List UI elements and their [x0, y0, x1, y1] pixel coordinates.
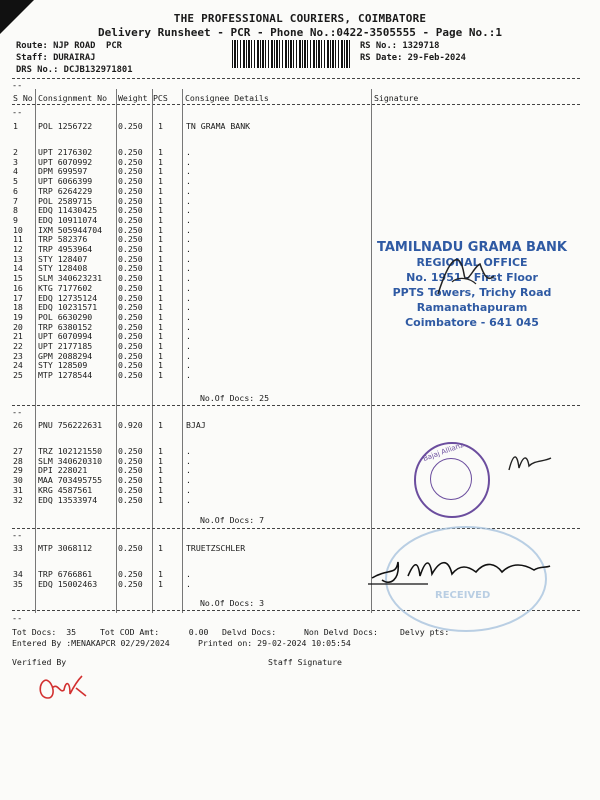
col-pcs: PCS: [153, 93, 168, 103]
printed-on: Printed on: 29-02-2024 10:05:54: [198, 638, 351, 648]
row-consignment-no: UPT 6066399: [38, 176, 93, 187]
received-oval-stamp: RECEIVED: [385, 526, 547, 632]
group-doc-count: No.Of Docs: 3: [200, 598, 265, 608]
same-consignee-mark: .: [186, 446, 191, 456]
row-pcs: 1: [158, 341, 163, 351]
row-sno: 26: [13, 420, 23, 430]
same-consignee-mark: .: [186, 302, 191, 313]
row-sno: 29: [13, 465, 23, 476]
row-sno: 21: [13, 331, 23, 342]
row-pcs: 1: [158, 446, 163, 456]
row-consignment-no: KRG 4587561: [38, 484, 93, 495]
row-weight: 0.250: [118, 244, 143, 254]
row-weight: 0.250: [118, 455, 143, 466]
row-pcs: 1: [158, 484, 163, 495]
row-weight: 0.250: [118, 185, 143, 196]
row-pcs: 1: [158, 311, 163, 322]
bank-receiver-signature: [430, 246, 500, 306]
row-sno: 25: [13, 370, 23, 381]
row-pcs: 1: [158, 253, 163, 264]
route-label: Route: NJP ROAD PCR: [16, 41, 122, 51]
row-weight: 0.250: [118, 282, 143, 293]
row-sno: 31: [13, 484, 23, 495]
row-pcs: 1: [158, 147, 163, 157]
verified-by-label: Verified By: [12, 657, 67, 667]
same-consignee-mark: .: [186, 176, 191, 187]
runsheet-subtitle: Delivery Runsheet - PCR - Phone No.:0422-3505555 - Page No.:1: [98, 26, 502, 39]
row-consignment-no: EDQ 11430425: [38, 205, 98, 216]
row-weight: 0.250: [118, 234, 143, 245]
row-consignment-no: DPM 699597: [38, 166, 88, 177]
same-consignee-mark: .: [186, 282, 191, 293]
row-weight: 0.250: [118, 465, 143, 476]
row-consignment-no: EDQ 10911074: [38, 214, 98, 225]
col-consignee-details: Consignee Details: [185, 93, 269, 103]
same-consignee-mark: .: [186, 185, 191, 196]
same-consignee-mark: .: [186, 166, 191, 177]
same-consignee-mark: .: [186, 156, 191, 167]
same-consignee-mark: .: [186, 214, 191, 225]
row-weight: 0.250: [118, 475, 143, 486]
row-consignment-no: STY 128407: [38, 253, 88, 264]
row-pcs: 1: [158, 420, 163, 430]
consignee-name: TRUETZSCHLER: [186, 543, 246, 553]
row-pcs: 1: [158, 244, 163, 254]
row-weight: 0.250: [118, 350, 143, 361]
row-consignment-no: TRP 4953964: [38, 244, 93, 254]
row-weight: 0.250: [118, 543, 143, 553]
row-pcs: 1: [158, 292, 163, 303]
row-weight: 0.250: [118, 302, 143, 313]
col-weight: Weight: [118, 93, 148, 103]
row-sno: 20: [13, 321, 23, 332]
row-pcs: 1: [158, 121, 163, 131]
rs-date: RS Date: 29-Feb-2024: [360, 53, 466, 63]
row-weight: 0.250: [118, 121, 143, 131]
same-consignee-mark: .: [186, 484, 191, 495]
row-sno: 30: [13, 475, 23, 486]
header-divider: [12, 78, 580, 79]
staff-signature-label: Staff Signature: [268, 657, 342, 667]
row-weight: 0.250: [118, 214, 143, 225]
bank-office-stamp: TAMILNADU GRAMA BANK REGIONAL OFFICE No. 1951 - First Floor PPTS Towers, Trichy Road Ramanathapuram Coimbatore - 641 045: [377, 240, 567, 329]
row-weight: 0.250: [118, 569, 143, 579]
row-sno: 15: [13, 273, 23, 284]
delivered-docs: Delvd Docs:: [222, 627, 277, 637]
row-pcs: 1: [158, 350, 163, 361]
row-pcs: 1: [158, 156, 163, 167]
row-sno: 9: [13, 214, 18, 225]
row-weight: 0.250: [118, 494, 143, 505]
row-sno: 19: [13, 311, 23, 322]
row-consignment-no: UPT 6070994: [38, 331, 93, 342]
consignee-name: BJAJ: [186, 420, 206, 430]
row-sno: 2: [13, 147, 18, 157]
same-consignee-mark: .: [186, 321, 191, 332]
row-sno: 35: [13, 578, 23, 589]
same-consignee-mark: .: [186, 331, 191, 342]
row-sno: 22: [13, 341, 23, 351]
row-pcs: 1: [158, 455, 163, 466]
group-doc-count: No.Of Docs: 25: [200, 393, 270, 403]
row-weight: 0.250: [118, 331, 143, 342]
row-sno: 17: [13, 292, 23, 303]
row-consignment-no: MTP 1278544: [38, 370, 93, 381]
row-sno: 16: [13, 282, 23, 293]
same-consignee-mark: .: [186, 273, 191, 284]
row-pcs: 1: [158, 282, 163, 293]
same-consignee-mark: .: [186, 455, 191, 466]
row-pcs: 1: [158, 224, 163, 235]
same-consignee-mark: .: [186, 224, 191, 235]
drs-number: DRS No.: DCJB132971801: [16, 65, 133, 75]
row-pcs: 1: [158, 302, 163, 313]
row-weight: 0.250: [118, 292, 143, 303]
row-consignment-no: UPT 6070992: [38, 156, 93, 167]
row-weight: 0.250: [118, 263, 143, 274]
row-weight: 0.250: [118, 360, 143, 371]
total-cod-amount: Tot COD Amt: 0.00: [100, 627, 209, 637]
same-consignee-mark: .: [186, 494, 191, 505]
truetzschler-receiver-signature: [368, 550, 553, 590]
same-consignee-mark: .: [186, 578, 191, 589]
row-consignment-no: EDQ 15002463: [38, 578, 98, 589]
same-consignee-mark: .: [186, 569, 191, 579]
row-pcs: 1: [158, 185, 163, 196]
row-sno: 14: [13, 263, 23, 274]
verifier-signature: [36, 672, 96, 706]
row-weight: 0.250: [118, 273, 143, 284]
row-weight: 0.250: [118, 205, 143, 216]
row-sno: 24: [13, 360, 23, 371]
row-weight: 0.250: [118, 446, 143, 456]
row-pcs: 1: [158, 465, 163, 476]
row-weight: 0.250: [118, 195, 143, 206]
row-weight: 0.250: [118, 166, 143, 177]
same-consignee-mark: .: [186, 350, 191, 361]
column-rule: [35, 89, 36, 613]
row-sno: 13: [13, 253, 23, 264]
row-pcs: 1: [158, 273, 163, 284]
row-pcs: 1: [158, 176, 163, 187]
same-consignee-mark: .: [186, 253, 191, 264]
total-docs: Tot Docs: 35: [12, 627, 77, 637]
col-sno: S No: [13, 93, 33, 103]
column-rule: [152, 89, 153, 613]
row-consignment-no: SLM 340623231: [38, 273, 103, 284]
row-consignment-no: TRP 6766861: [38, 569, 93, 579]
row-sno: 32: [13, 494, 23, 505]
consignee-name: TN GRAMA BANK: [186, 121, 251, 131]
column-header-divider: [12, 104, 580, 105]
row-weight: 0.920: [118, 420, 143, 430]
row-consignment-no: EDQ 13533974: [38, 494, 98, 505]
row-consignment-no: DPI 228021: [38, 465, 88, 476]
same-consignee-mark: .: [186, 205, 191, 216]
row-consignment-no: UPT 2177185: [38, 341, 93, 351]
same-consignee-mark: .: [186, 263, 191, 274]
staff-label: Staff: DURAIRAJ: [16, 53, 96, 63]
same-consignee-mark: .: [186, 244, 191, 254]
row-weight: 0.250: [118, 253, 143, 264]
row-pcs: 1: [158, 195, 163, 206]
row-weight: 0.250: [118, 156, 143, 167]
bajaj-initials-signature: [505, 448, 555, 478]
row-sno: 27: [13, 446, 23, 456]
row-pcs: 1: [158, 360, 163, 371]
same-consignee-mark: .: [186, 195, 191, 206]
row-pcs: 1: [158, 475, 163, 486]
bajaj-round-stamp: Bajaj Allianz: [414, 442, 490, 518]
row-consignment-no: EDQ 10231571: [38, 302, 98, 313]
company-title: THE PROFESSIONAL COURIERS, COIMBATORE: [173, 12, 427, 25]
entered-by: Entered By :MENAKAPCR 02/29/2024: [12, 638, 170, 648]
row-consignment-no: PNU 756222631: [38, 420, 103, 430]
row-pcs: 1: [158, 166, 163, 177]
col-signature: Signature: [374, 93, 419, 103]
same-consignee-mark: .: [186, 234, 191, 245]
row-sno: 7: [13, 195, 18, 206]
row-consignment-no: TRP 6380152: [38, 321, 93, 332]
row-sno: 4: [13, 166, 18, 177]
row-pcs: 1: [158, 263, 163, 274]
row-weight: 0.250: [118, 321, 143, 332]
row-weight: 0.250: [118, 370, 143, 381]
row-consignment-no: GPM 2088294: [38, 350, 93, 361]
row-pcs: 1: [158, 543, 163, 553]
same-consignee-mark: .: [186, 147, 191, 157]
row-sno: 1: [13, 121, 18, 131]
row-sno: 11: [13, 234, 23, 245]
delivery-points: Delvy pts:: [400, 627, 450, 637]
row-pcs: 1: [158, 578, 163, 589]
row-sno: 33: [13, 543, 23, 553]
row-sno: 8: [13, 205, 18, 216]
row-sno: 34: [13, 569, 23, 579]
same-consignee-mark: .: [186, 370, 191, 381]
column-rule: [371, 89, 372, 613]
row-weight: 0.250: [118, 341, 143, 351]
row-pcs: 1: [158, 370, 163, 381]
group-divider: [12, 405, 580, 406]
row-weight: 0.250: [118, 147, 143, 157]
row-consignment-no: MAA 703495755: [38, 475, 103, 486]
row-pcs: 1: [158, 321, 163, 332]
row-sno: 10: [13, 224, 23, 235]
rs-number: RS No.: 1329718: [360, 41, 440, 51]
row-pcs: 1: [158, 234, 163, 245]
same-consignee-mark: .: [186, 475, 191, 486]
non-delivered-docs: Non Delvd Docs:: [304, 627, 378, 637]
row-sno: 28: [13, 455, 23, 466]
same-consignee-mark: .: [186, 292, 191, 303]
same-consignee-mark: .: [186, 360, 191, 371]
row-weight: 0.250: [118, 311, 143, 322]
row-consignment-no: SLM 340620310: [38, 455, 103, 466]
row-consignment-no: STY 128408: [38, 263, 88, 274]
runsheet-barcode: [232, 40, 350, 68]
row-consignment-no: EDQ 12735124: [38, 292, 98, 303]
column-rule: [182, 89, 183, 613]
row-weight: 0.250: [118, 224, 143, 235]
row-sno: 3: [13, 156, 18, 167]
column-rule: [116, 89, 117, 613]
row-consignment-no: POL 2589715: [38, 195, 93, 206]
row-consignment-no: MTP 3068112: [38, 543, 93, 553]
row-consignment-no: TRZ 102121550: [38, 446, 103, 456]
same-consignee-mark: .: [186, 341, 191, 351]
row-pcs: 1: [158, 331, 163, 342]
row-consignment-no: TRP 6264229: [38, 185, 93, 196]
row-consignment-no: POL 1256722: [38, 121, 93, 131]
row-sno: 6: [13, 185, 18, 196]
row-consignment-no: KTG 7177602: [38, 282, 93, 293]
row-sno: 23: [13, 350, 23, 361]
row-pcs: 1: [158, 214, 163, 225]
row-weight: 0.250: [118, 484, 143, 495]
row-consignment-no: IXM 505944704: [38, 224, 103, 235]
row-pcs: 1: [158, 569, 163, 579]
group-doc-count: No.Of Docs: 7: [200, 515, 265, 525]
row-pcs: 1: [158, 205, 163, 216]
same-consignee-mark: .: [186, 465, 191, 476]
row-pcs: 1: [158, 494, 163, 505]
row-sno: 12: [13, 244, 23, 254]
row-consignment-no: TRP 582376: [38, 234, 88, 245]
col-consignment: Consignment No: [38, 93, 108, 103]
row-consignment-no: UPT 2176302: [38, 147, 93, 157]
row-consignment-no: STY 128509: [38, 360, 88, 371]
row-weight: 0.250: [118, 176, 143, 187]
same-consignee-mark: .: [186, 311, 191, 322]
row-weight: 0.250: [118, 578, 143, 589]
row-consignment-no: POL 6630290: [38, 311, 93, 322]
row-sno: 18: [13, 302, 23, 313]
row-sno: 5: [13, 176, 18, 187]
